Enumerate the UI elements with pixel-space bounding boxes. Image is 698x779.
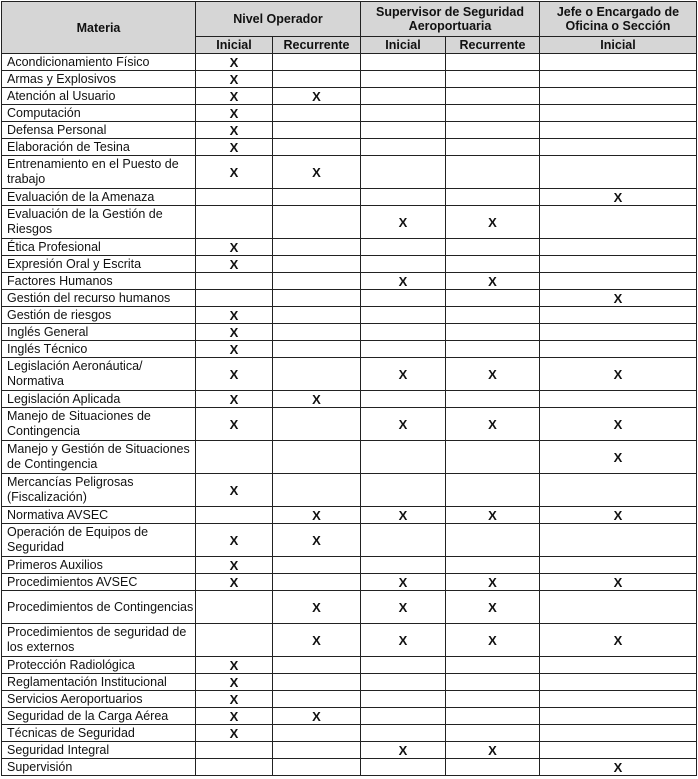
check-cell: X (273, 708, 361, 725)
header-nivel-operador: Nivel Operador (196, 2, 361, 37)
check-cell: X (361, 273, 446, 290)
materia-cell: Mercancías Peligrosas (Fiscalización) (2, 474, 196, 507)
check-cell (196, 742, 273, 759)
header-supervisor-recurrente: Recurrente (446, 37, 540, 54)
table-row (2, 189, 697, 206)
check-cell (361, 474, 446, 507)
check-cell (446, 54, 540, 71)
check-cell: X (446, 408, 540, 441)
materia-cell: Manejo y Gestión de Situaciones de Contingencia (2, 441, 196, 474)
check-cell (273, 290, 361, 307)
check-cell (273, 657, 361, 674)
check-cell (361, 105, 446, 122)
check-cell (446, 557, 540, 574)
check-cell (446, 474, 540, 507)
materia-cell: Defensa Personal (2, 122, 196, 139)
training-matrix-table (1, 1, 697, 776)
check-cell (196, 624, 273, 657)
check-cell (361, 290, 446, 307)
materia-cell: Gestión del recurso humanos (2, 290, 196, 307)
check-cell (361, 256, 446, 273)
materia-cell: Procedimientos AVSEC (2, 574, 196, 591)
table-row (2, 273, 697, 290)
check-cell (540, 307, 697, 324)
table-row (2, 156, 697, 189)
check-cell (540, 524, 697, 557)
check-cell (273, 324, 361, 341)
check-cell: X (196, 474, 273, 507)
check-cell: X (273, 391, 361, 408)
check-cell (273, 742, 361, 759)
table-row (2, 657, 697, 674)
check-cell (273, 441, 361, 474)
check-cell (540, 557, 697, 574)
check-cell (273, 105, 361, 122)
materia-cell: Reglamentación Institucional (2, 674, 196, 691)
materia-cell: Manejo de Situaciones de Contingencia (2, 408, 196, 441)
check-cell (540, 105, 697, 122)
check-cell (196, 591, 273, 624)
check-cell (273, 674, 361, 691)
check-cell (361, 674, 446, 691)
check-cell: X (273, 507, 361, 524)
table-row (2, 358, 697, 391)
check-cell: X (196, 674, 273, 691)
check-cell: X (446, 574, 540, 591)
check-cell: X (361, 206, 446, 239)
check-cell: X (540, 624, 697, 657)
check-cell (196, 759, 273, 776)
check-cell (540, 324, 697, 341)
materia-cell: Factores Humanos (2, 273, 196, 290)
materia-cell: Procedimientos de seguridad de los externos (2, 624, 196, 657)
check-cell: X (540, 507, 697, 524)
table-row (2, 71, 697, 88)
table-row (2, 441, 697, 474)
check-cell: X (196, 725, 273, 742)
check-cell: X (196, 524, 273, 557)
table-row (2, 674, 697, 691)
check-cell (361, 557, 446, 574)
check-cell: X (196, 307, 273, 324)
materia-cell: Legislación Aplicada (2, 391, 196, 408)
check-cell: X (540, 574, 697, 591)
check-cell (446, 122, 540, 139)
check-cell: X (196, 71, 273, 88)
check-cell (446, 708, 540, 725)
materia-cell: Computación (2, 105, 196, 122)
check-cell: X (540, 358, 697, 391)
materia-cell: Evaluación de la Gestión de Riesgos (2, 206, 196, 239)
materia-cell: Seguridad Integral (2, 742, 196, 759)
check-cell (273, 557, 361, 574)
table-row (2, 239, 697, 256)
check-cell: X (196, 239, 273, 256)
table-row (2, 591, 697, 624)
table-row (2, 742, 697, 759)
check-cell (273, 725, 361, 742)
materia-cell: Gestión de riesgos (2, 307, 196, 324)
check-cell (540, 691, 697, 708)
check-cell (540, 256, 697, 273)
check-cell (446, 307, 540, 324)
check-cell: X (361, 574, 446, 591)
header-supervisor-inicial: Inicial (361, 37, 446, 54)
check-cell: X (196, 557, 273, 574)
check-cell: X (196, 54, 273, 71)
table-row (2, 88, 697, 105)
header-jefe: Jefe o Encargado de Oficina o Sección (540, 2, 697, 37)
check-cell: X (273, 156, 361, 189)
check-cell (361, 759, 446, 776)
check-cell (446, 657, 540, 674)
materia-cell: Servicios Aeroportuarios (2, 691, 196, 708)
check-cell (361, 657, 446, 674)
table-row (2, 691, 697, 708)
table-row (2, 105, 697, 122)
check-cell: X (196, 657, 273, 674)
table-row (2, 341, 697, 358)
table-row (2, 507, 697, 524)
check-cell (540, 156, 697, 189)
check-cell (361, 708, 446, 725)
check-cell: X (446, 273, 540, 290)
check-cell (196, 290, 273, 307)
check-cell (446, 189, 540, 206)
check-cell: X (196, 391, 273, 408)
check-cell: X (540, 759, 697, 776)
check-cell (540, 725, 697, 742)
check-cell (446, 524, 540, 557)
check-cell: X (196, 139, 273, 156)
check-cell: X (196, 324, 273, 341)
table-body (2, 54, 697, 776)
check-cell (273, 139, 361, 156)
materia-cell: Técnicas de Seguridad (2, 725, 196, 742)
check-cell (446, 391, 540, 408)
check-cell (540, 657, 697, 674)
check-cell (540, 273, 697, 290)
check-cell (361, 156, 446, 189)
table-row (2, 122, 697, 139)
check-cell (361, 71, 446, 88)
check-cell: X (361, 742, 446, 759)
materia-cell: Ética Profesional (2, 239, 196, 256)
check-cell (446, 290, 540, 307)
check-cell (540, 206, 697, 239)
check-cell: X (540, 290, 697, 307)
check-cell: X (196, 341, 273, 358)
check-cell (273, 239, 361, 256)
check-cell (361, 441, 446, 474)
check-cell (446, 239, 540, 256)
check-cell (540, 88, 697, 105)
table-row (2, 139, 697, 156)
materia-cell: Normativa AVSEC (2, 507, 196, 524)
check-cell (361, 307, 446, 324)
table-row (2, 324, 697, 341)
check-cell (446, 256, 540, 273)
materia-cell: Primeros Auxilios (2, 557, 196, 574)
table-row (2, 624, 697, 657)
check-cell (446, 674, 540, 691)
table-row (2, 759, 697, 776)
materia-cell: Inglés Técnico (2, 341, 196, 358)
check-cell (273, 759, 361, 776)
check-cell: X (196, 358, 273, 391)
table-row (2, 408, 697, 441)
check-cell (361, 139, 446, 156)
check-cell (540, 391, 697, 408)
check-cell: X (540, 408, 697, 441)
check-cell (196, 507, 273, 524)
check-cell (273, 408, 361, 441)
check-cell: X (196, 574, 273, 591)
table-row (2, 708, 697, 725)
check-cell (361, 391, 446, 408)
check-cell (446, 105, 540, 122)
check-cell: X (196, 122, 273, 139)
materia-cell: Acondicionamiento Físico (2, 54, 196, 71)
check-cell: X (273, 624, 361, 657)
check-cell (361, 239, 446, 256)
materia-cell: Evaluación de la Amenaza (2, 189, 196, 206)
check-cell (540, 591, 697, 624)
check-cell (540, 742, 697, 759)
check-cell (361, 725, 446, 742)
check-cell (446, 691, 540, 708)
check-cell (540, 122, 697, 139)
check-cell (196, 441, 273, 474)
header-operador-inicial: Inicial (196, 37, 273, 54)
check-cell: X (446, 507, 540, 524)
materia-cell: Atención al Usuario (2, 88, 196, 105)
header-operador-recurrente: Recurrente (273, 37, 361, 54)
check-cell (446, 341, 540, 358)
check-cell (361, 524, 446, 557)
check-cell (540, 674, 697, 691)
check-cell (446, 324, 540, 341)
check-cell: X (196, 88, 273, 105)
check-cell (361, 88, 446, 105)
check-cell (446, 71, 540, 88)
check-cell (273, 256, 361, 273)
table-row (2, 557, 697, 574)
check-cell (540, 71, 697, 88)
check-cell (273, 307, 361, 324)
materia-cell: Entrenamiento en el Puesto de trabajo (2, 156, 196, 189)
check-cell: X (446, 742, 540, 759)
check-cell: X (361, 408, 446, 441)
check-cell: X (196, 105, 273, 122)
table-row (2, 307, 697, 324)
check-cell (540, 341, 697, 358)
check-cell: X (196, 408, 273, 441)
check-cell (273, 574, 361, 591)
check-cell: X (446, 591, 540, 624)
check-cell: X (273, 524, 361, 557)
check-cell (540, 239, 697, 256)
header-supervisor: Supervisor de Seguridad Aeroportuaria (361, 2, 540, 37)
materia-cell: Legislación Aeronáutica/ Normativa (2, 358, 196, 391)
materia-cell: Elaboración de Tesina (2, 139, 196, 156)
check-cell (361, 54, 446, 71)
check-cell (361, 122, 446, 139)
table-row (2, 54, 697, 71)
check-cell (446, 441, 540, 474)
materia-cell: Supervisión (2, 759, 196, 776)
check-cell (361, 324, 446, 341)
table-row (2, 474, 697, 507)
check-cell: X (273, 591, 361, 624)
header-jefe-inicial: Inicial (540, 37, 697, 54)
check-cell (273, 54, 361, 71)
materia-cell: Armas y Explosivos (2, 71, 196, 88)
materia-cell: Protección Radiológica (2, 657, 196, 674)
check-cell (273, 189, 361, 206)
check-cell (273, 71, 361, 88)
check-cell (273, 358, 361, 391)
materia-cell: Procedimientos de Contingencias (2, 591, 196, 624)
table-row (2, 391, 697, 408)
check-cell (446, 88, 540, 105)
check-cell (446, 759, 540, 776)
check-cell: X (361, 507, 446, 524)
check-cell (361, 691, 446, 708)
check-cell (273, 273, 361, 290)
check-cell: X (196, 691, 273, 708)
check-cell (196, 189, 273, 206)
table-row (2, 256, 697, 273)
materia-cell: Inglés General (2, 324, 196, 341)
check-cell: X (273, 88, 361, 105)
check-cell: X (361, 624, 446, 657)
header-materia: Materia (2, 2, 196, 54)
check-cell: X (196, 708, 273, 725)
check-cell (361, 341, 446, 358)
check-cell: X (446, 624, 540, 657)
check-cell (540, 474, 697, 507)
check-cell (273, 206, 361, 239)
check-cell: X (196, 156, 273, 189)
table-row (2, 206, 697, 239)
check-cell (540, 54, 697, 71)
table-row (2, 524, 697, 557)
check-cell (446, 139, 540, 156)
materia-cell: Operación de Equipos de Seguridad (2, 524, 196, 557)
check-cell (361, 189, 446, 206)
materia-cell: Expresión Oral y Escrita (2, 256, 196, 273)
check-cell: X (361, 591, 446, 624)
check-cell (273, 691, 361, 708)
check-cell (273, 122, 361, 139)
check-cell: X (446, 206, 540, 239)
check-cell: X (446, 358, 540, 391)
check-cell (273, 341, 361, 358)
check-cell (196, 273, 273, 290)
table-row (2, 725, 697, 742)
check-cell: X (196, 256, 273, 273)
materia-cell: Seguridad de la Carga Aérea (2, 708, 196, 725)
check-cell (446, 156, 540, 189)
check-cell (273, 474, 361, 507)
check-cell (446, 725, 540, 742)
check-cell (196, 206, 273, 239)
check-cell: X (361, 358, 446, 391)
table-row (2, 290, 697, 307)
check-cell: X (540, 441, 697, 474)
check-cell (540, 708, 697, 725)
check-cell (540, 139, 697, 156)
table-row (2, 574, 697, 591)
check-cell: X (540, 189, 697, 206)
